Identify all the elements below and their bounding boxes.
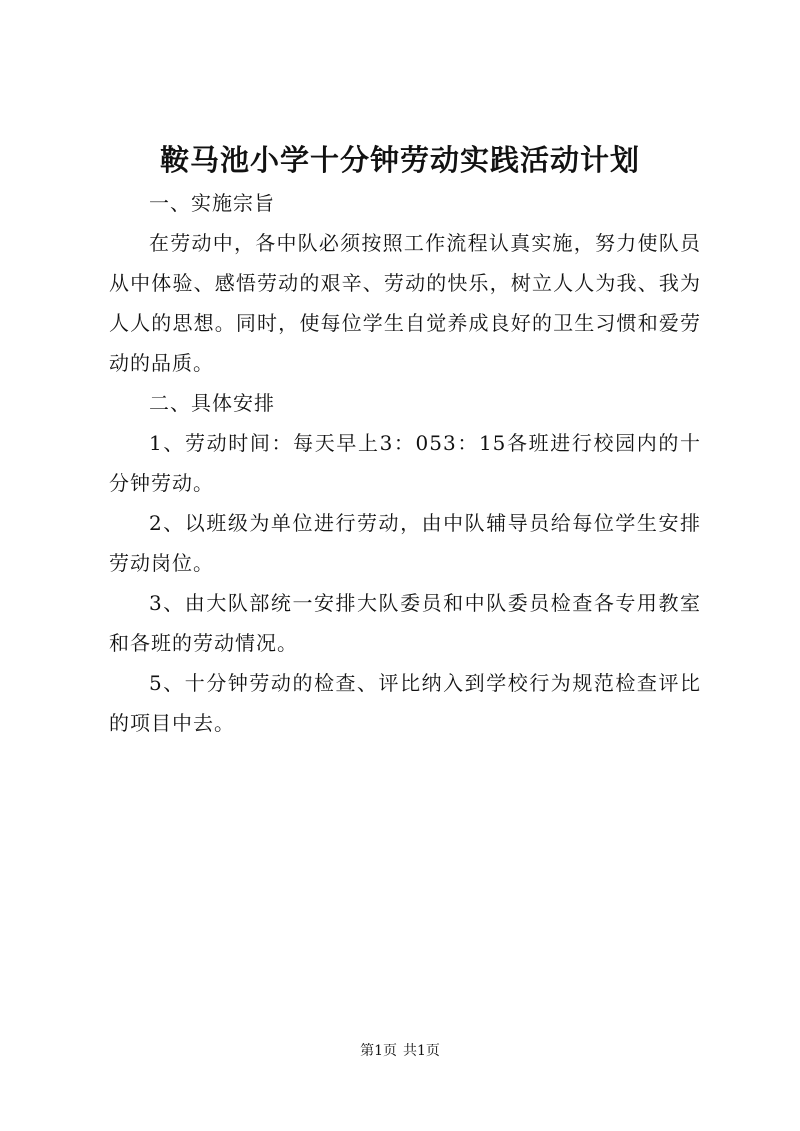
document-body [109, 183, 701, 743]
paragraph-purpose: 在劳动中，各中队必须按照工作流程认真实施，努力使队员从中体验、感悟劳动的艰辛、劳动的快乐，树立人人为我、我为人人的思想。同时，使每位学生自觉养成良好的卫生习惯和爱劳动的品质。 [109, 231, 701, 375]
paragraph-item-3: 3、由大队部统一安排大队委员和中队委员检查各专用教室和各班的劳动情况。 [109, 591, 701, 655]
paragraph-item-1: 1、劳动时间：每天早上3：053：15各班进行校园内的十分钟劳动。 [109, 431, 701, 495]
section-heading-arrangement: 二、具体安排 [149, 391, 275, 415]
page-footer [0, 1041, 800, 1061]
paragraph-item-5: 5、十分钟劳动的检查、评比纳入到学校行为规范检查评比的项目中去。 [109, 671, 701, 735]
page-number: 第1页 [360, 1043, 397, 1059]
paragraph-item-2: 2、以班级为单位进行劳动，由中队辅导员给每位学生安排劳动岗位。 [109, 511, 701, 575]
page-total: 共1页 [403, 1043, 440, 1059]
document-title: 鞍马池小学十分钟劳动实践活动计划 [159, 143, 640, 177]
section-heading-purpose: 一、实施宗旨 [149, 191, 275, 215]
